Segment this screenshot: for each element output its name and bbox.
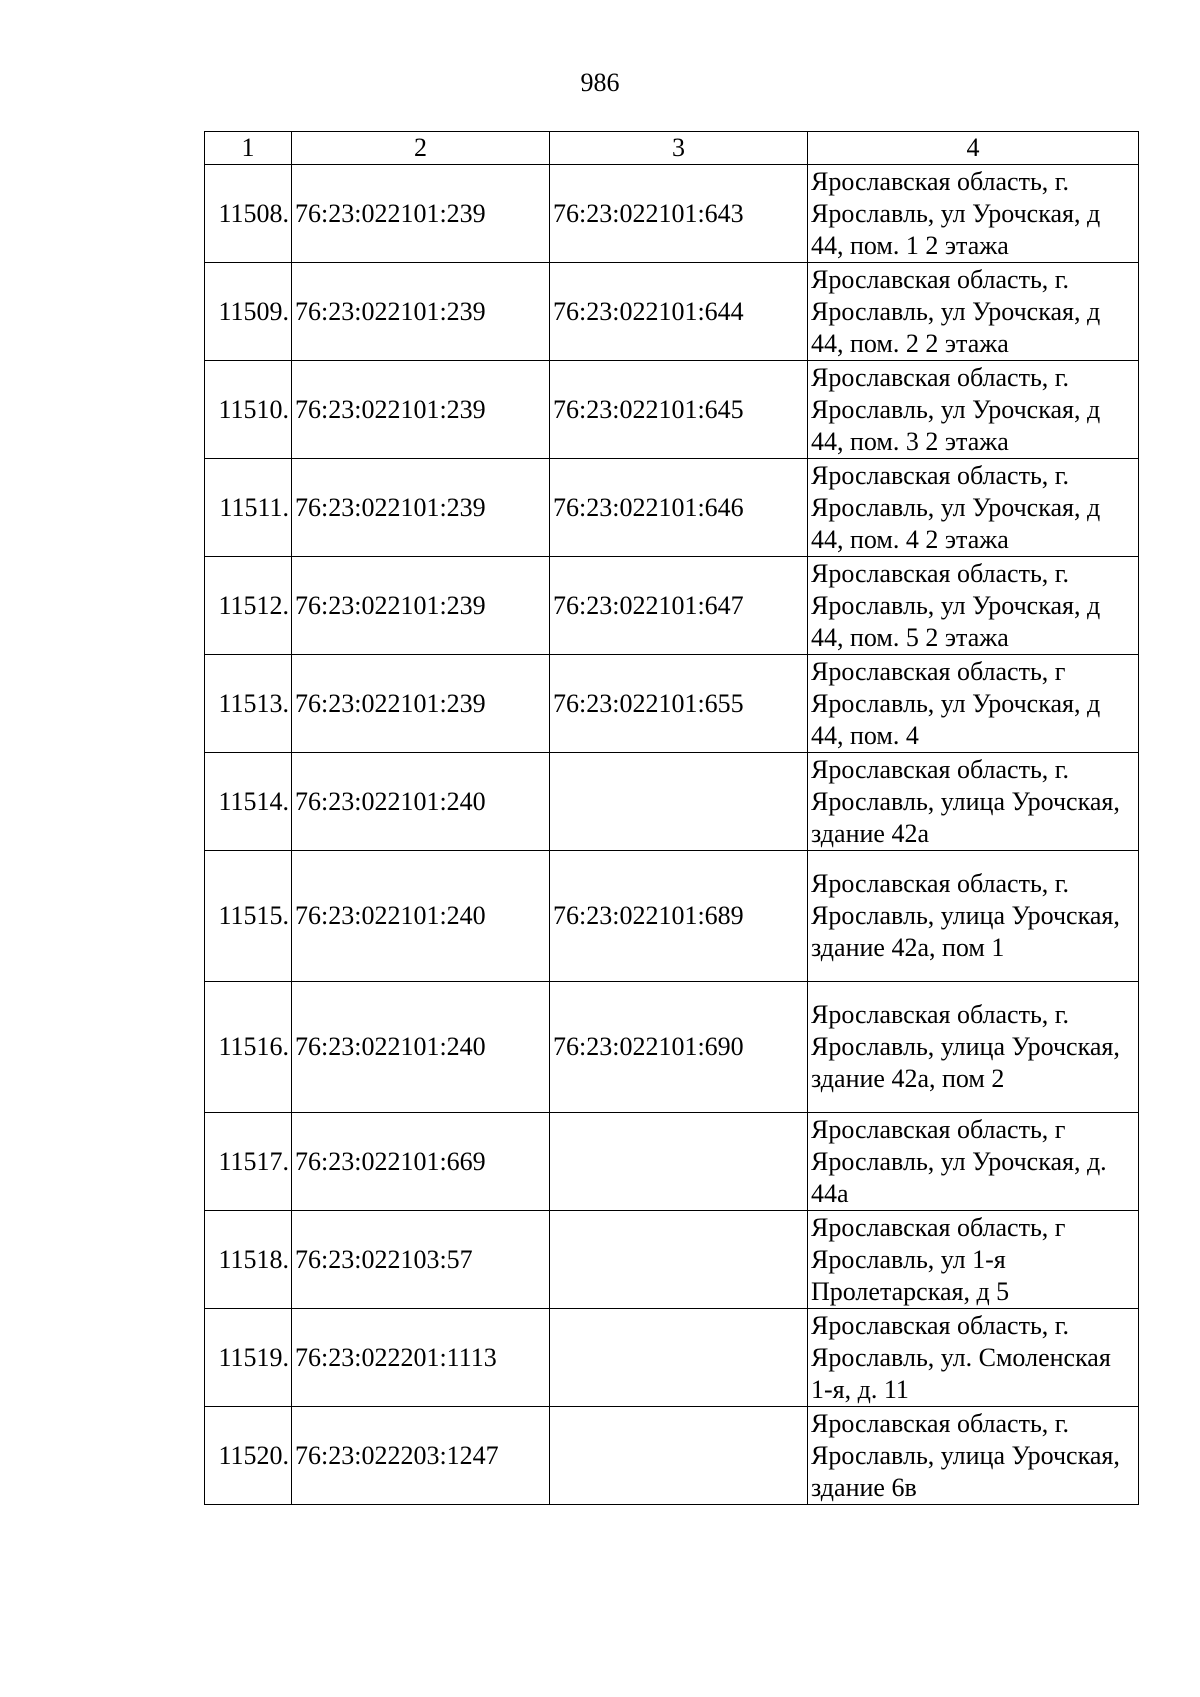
address: Ярославская область, г. Ярославль, улица Урочская, здание 6в <box>808 1407 1139 1505</box>
parcel-cadastral-number: 76:23:022101:239 <box>292 263 550 361</box>
table-row <box>205 982 1139 1113</box>
table-row <box>205 655 1139 753</box>
address: Ярославская область, г. Ярославль, ул Урочская, д 44, пом. 1 2 этажа <box>808 165 1139 263</box>
row-number: 11511. <box>205 459 292 557</box>
parcel-cadastral-number: 76:23:022201:1113 <box>292 1309 550 1407</box>
column-header-3: 3 <box>550 132 808 165</box>
table-row <box>205 557 1139 655</box>
address: Ярославская область, г. Ярославль, улица Урочская, здание 42а <box>808 753 1139 851</box>
row-number: 11517. <box>205 1113 292 1211</box>
parcel-cadastral-number: 76:23:022101:239 <box>292 459 550 557</box>
object-cadastral-number: 76:23:022101:645 <box>550 361 808 459</box>
address: Ярославская область, г. Ярославль, ул Урочская, д 44, пом. 2 2 этажа <box>808 263 1139 361</box>
parcel-cadastral-number: 76:23:022101:239 <box>292 655 550 753</box>
object-cadastral-number: 76:23:022101:690 <box>550 982 808 1113</box>
row-number: 11513. <box>205 655 292 753</box>
row-number: 11509. <box>205 263 292 361</box>
parcel-cadastral-number: 76:23:022203:1247 <box>292 1407 550 1505</box>
object-cadastral-number: 76:23:022101:689 <box>550 851 808 982</box>
address: Ярославская область, г. Ярославль, ул Урочская, д 44, пом. 5 2 этажа <box>808 557 1139 655</box>
parcel-cadastral-number: 76:23:022101:239 <box>292 165 550 263</box>
registry-table <box>204 131 1139 1505</box>
row-number: 11514. <box>205 753 292 851</box>
row-number: 11520. <box>205 1407 292 1505</box>
address: Ярославская область, г. Ярославль, ул. Смоленская 1-я, д. 11 <box>808 1309 1139 1407</box>
row-number: 11518. <box>205 1211 292 1309</box>
table-row <box>205 263 1139 361</box>
page-number: 986 <box>580 68 620 97</box>
row-number: 11519. <box>205 1309 292 1407</box>
row-number: 11516. <box>205 982 292 1113</box>
address: Ярославская область, г. Ярославль, ул Урочская, д 44, пом. 3 2 этажа <box>808 361 1139 459</box>
column-header-4: 4 <box>808 132 1139 165</box>
parcel-cadastral-number: 76:23:022101:239 <box>292 557 550 655</box>
row-number: 11510. <box>205 361 292 459</box>
parcel-cadastral-number: 76:23:022101:240 <box>292 753 550 851</box>
column-header-2: 2 <box>292 132 550 165</box>
object-cadastral-number <box>550 1113 808 1211</box>
parcel-cadastral-number: 76:23:022101:240 <box>292 851 550 982</box>
address: Ярославская область, г. Ярославль, улица Урочская, здание 42а, пом 1 <box>808 851 1139 982</box>
header-row <box>205 132 1139 165</box>
object-cadastral-number <box>550 753 808 851</box>
object-cadastral-number: 76:23:022101:646 <box>550 459 808 557</box>
table-row <box>205 1113 1139 1211</box>
address: Ярославская область, г Ярославль, ул Урочская, д 44, пом. 4 <box>808 655 1139 753</box>
row-number: 11515. <box>205 851 292 982</box>
row-number: 11512. <box>205 557 292 655</box>
object-cadastral-number: 76:23:022101:643 <box>550 165 808 263</box>
table-row <box>205 1309 1139 1407</box>
parcel-cadastral-number: 76:23:022103:57 <box>292 1211 550 1309</box>
parcel-cadastral-number: 76:23:022101:239 <box>292 361 550 459</box>
object-cadastral-number <box>550 1309 808 1407</box>
address: Ярославская область, г Ярославль, ул 1-я Пролетарская, д 5 <box>808 1211 1139 1309</box>
address: Ярославская область, г Ярославль, ул Урочская, д. 44а <box>808 1113 1139 1211</box>
object-cadastral-number <box>550 1407 808 1505</box>
object-cadastral-number: 76:23:022101:655 <box>550 655 808 753</box>
address: Ярославская область, г. Ярославль, ул Урочская, д 44, пом. 4 2 этажа <box>808 459 1139 557</box>
table-row <box>205 851 1139 982</box>
table-row <box>205 165 1139 263</box>
table-row <box>205 459 1139 557</box>
address: Ярославская область, г. Ярославль, улица Урочская, здание 42а, пом 2 <box>808 982 1139 1113</box>
object-cadastral-number: 76:23:022101:647 <box>550 557 808 655</box>
parcel-cadastral-number: 76:23:022101:240 <box>292 982 550 1113</box>
table-row <box>205 361 1139 459</box>
parcel-cadastral-number: 76:23:022101:669 <box>292 1113 550 1211</box>
table-row <box>205 1211 1139 1309</box>
row-number: 11508. <box>205 165 292 263</box>
table-row <box>205 753 1139 851</box>
table-row <box>205 1407 1139 1505</box>
object-cadastral-number <box>550 1211 808 1309</box>
column-header-1: 1 <box>205 132 292 165</box>
object-cadastral-number: 76:23:022101:644 <box>550 263 808 361</box>
